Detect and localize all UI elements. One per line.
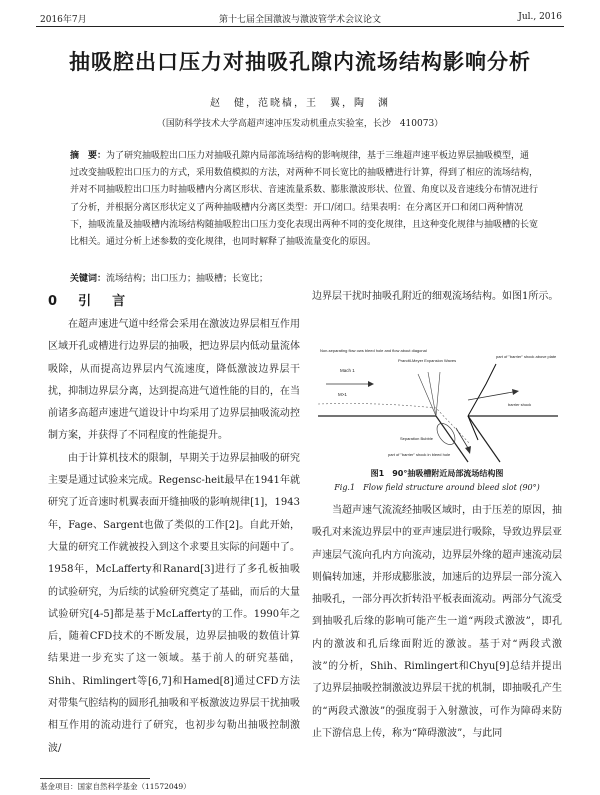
figure-flow-structure: [318, 344, 558, 464]
label-pm: Prandtl-Meyer Expansion Waves: [398, 358, 457, 363]
label-nonsep: Non-separating flow ows bleed hole and flow about diagonal: [320, 348, 427, 353]
paper-title: 抽吸腔出口压力对抽吸孔隙内流场结构影响分析: [69, 50, 531, 74]
flow-arrow: [456, 428, 468, 448]
paper-authors: 赵 健，范晓樯，王 翼，陶 渊: [210, 98, 390, 109]
header-date-en: Jul., 2016: [518, 12, 562, 22]
abstract-label: 摘 要：: [70, 151, 107, 161]
section-title: 引 言: [78, 294, 130, 309]
keywords-text: 流场结构；出口压力；抽吸槽；长宽比；: [106, 274, 269, 284]
left-column: [48, 314, 300, 760]
paragraph: 边界层干扰时抽吸孔附近的细观流场结构。如图1所示。: [312, 291, 559, 302]
keywords: [70, 271, 538, 284]
label-barrier: barrier shock: [508, 402, 532, 407]
figure-caption-cn: 图1 90°抽吸槽附近局部流场结构图: [370, 469, 504, 478]
section-heading: [48, 290, 129, 309]
section-number: 0: [48, 294, 62, 309]
flow-arrow: [468, 392, 513, 400]
abstract-text: 为了研究抽吸腔出口压力对抽吸孔隙内局部流场结构的影响规律，基于三维超声速平板边界层抽吸模型，通过改变抽吸腔出口压力的方式，采用数值模拟的方法，对两种不同长宽比的抽吸槽进行计算，得到了相应的流场结构，并对不同抽吸腔出口压力时抽吸槽内分离区形状、音速流量系数、膨胀激波形状、位置、角度以及音速线分布情况进行了分析，并根据分离区形状定义了两种抽吸槽内分离区类型：开口/闭口。结果表明：在分离区开口和闭口两种情况下，抽吸流量及抽吸槽内流场结构随抽吸腔出口压力变化表现出两种不同的变化规律，且这种变化规律与抽吸槽的长宽比相关。通过分析上述参数的变化规律，也同时解释了抽吸流量变化的原因。: [70, 151, 539, 248]
right-column: [312, 500, 562, 745]
barrier-shock: [468, 364, 496, 416]
header-date: 2016年7月: [40, 15, 87, 25]
footnote: 基金项目：国家自然科学基金（11572049）: [40, 782, 191, 791]
header-rule: [36, 26, 564, 27]
label-barrier-in-hole: part of "barrier" shock in bleed hole: [388, 452, 451, 457]
page-header: [0, 0, 600, 30]
sonic-line: [318, 404, 470, 445]
keywords-label: 关键词：: [70, 274, 107, 284]
paragraph: 当超声速气流流经抽吸区域时，由于压差的原因，抽吸孔对来流边界层中的亚声速层进行吸除，导致边界层亚声速层气流向孔内方向流动，边界层外缘的超声速流动层则偏转加速，并形成膨胀波，加速后的边界层一部分流入抽吸孔，一部分再次折转沿平板表面流动。两部分气流受到抽吸孔后缘的影响可能产生一道“两段式激波”，即孔内的激波和孔后缘面附近的激波。基于对“两段式激波”的分析，Shih、Rimlingert和Chyu[9]总结并提出了边界层抽吸控制激波边界层干扰的机制，即抽吸孔产生的“两段式激波”的强度弱于入射激波，可作为障碍来防止下游信息上传，称为“障碍激波”，与此同: [312, 505, 562, 739]
expansion-wave: [418, 374, 436, 416]
label-barrier-above: part of "barrier" shock above plate: [496, 354, 557, 359]
label-mgt1: M>1: [338, 392, 347, 397]
abstract: [70, 148, 538, 251]
paper-affiliation: （国防科学技术大学高超声速冲压发动机重点实验室，长沙 410073）: [156, 119, 444, 129]
label-separation: Separation Bubble: [400, 436, 433, 441]
figure-caption-en: Fig.1 Flow field structure around bleed slot (90°): [334, 483, 540, 492]
paragraph: 在超声速进气道中经常会采用在激波边界层相互作用区域开孔或槽进行边界层的抽吸，把边界层内低动量流体吸除，从而提高边界层内气流速度，降低激波边界层干扰，抑制边界层分离，达到提高进气道性能的目的，在当前诸多高超声速进气道设计中均采用了边界层抽吸流动控制方案，并获得了不同程度的性能提升。: [48, 319, 300, 442]
header-conference: 第十七届全国激波与激波管学术会议论文: [218, 15, 381, 25]
label-mach1: Mach 1: [340, 368, 355, 373]
expansion-wave: [428, 372, 436, 416]
flow-arrow-head: [368, 381, 374, 387]
slot-wall-rear: [468, 416, 500, 462]
flow-arrow-head: [512, 389, 519, 395]
right-column-top: [312, 286, 562, 308]
expansion-wave: [436, 372, 440, 416]
flow-arrow-head: [465, 446, 471, 454]
footnote-rule: [40, 778, 150, 779]
paragraph: 由于计算机技术的限制，早期关于边界层抽吸的研究主要是通过试验来完成。Regensc-heit最早在1941年就研究了近音速时机翼表面开缝抽吸的影响规律[1]，1943年，Fage、Sargent也做了类似的工作[2]。自此开始，大量的研究工作就被投入到这个求要且实际的问题中了。1958年，McLafferty和Ranard[3]进行了多孔板抽吸的试验研究，为后续的试验研究奠定了基础，而后的大量试验研究[4-5]都是基于McLafferty的工作。1990年之后，随着CFD技术的不断发展，边界层抽吸的数值计算结果进一步充实了这一领域。基于前人的研究基础，Shih、Rimlingert等[6,7]和Hamed[8]通过CFD方法对带集气腔结构的圆形孔抽吸和平板激波边界层干扰抽吸相互作用的流动进行了研究，也初步勾勒出抽吸控制激波/: [48, 452, 300, 754]
